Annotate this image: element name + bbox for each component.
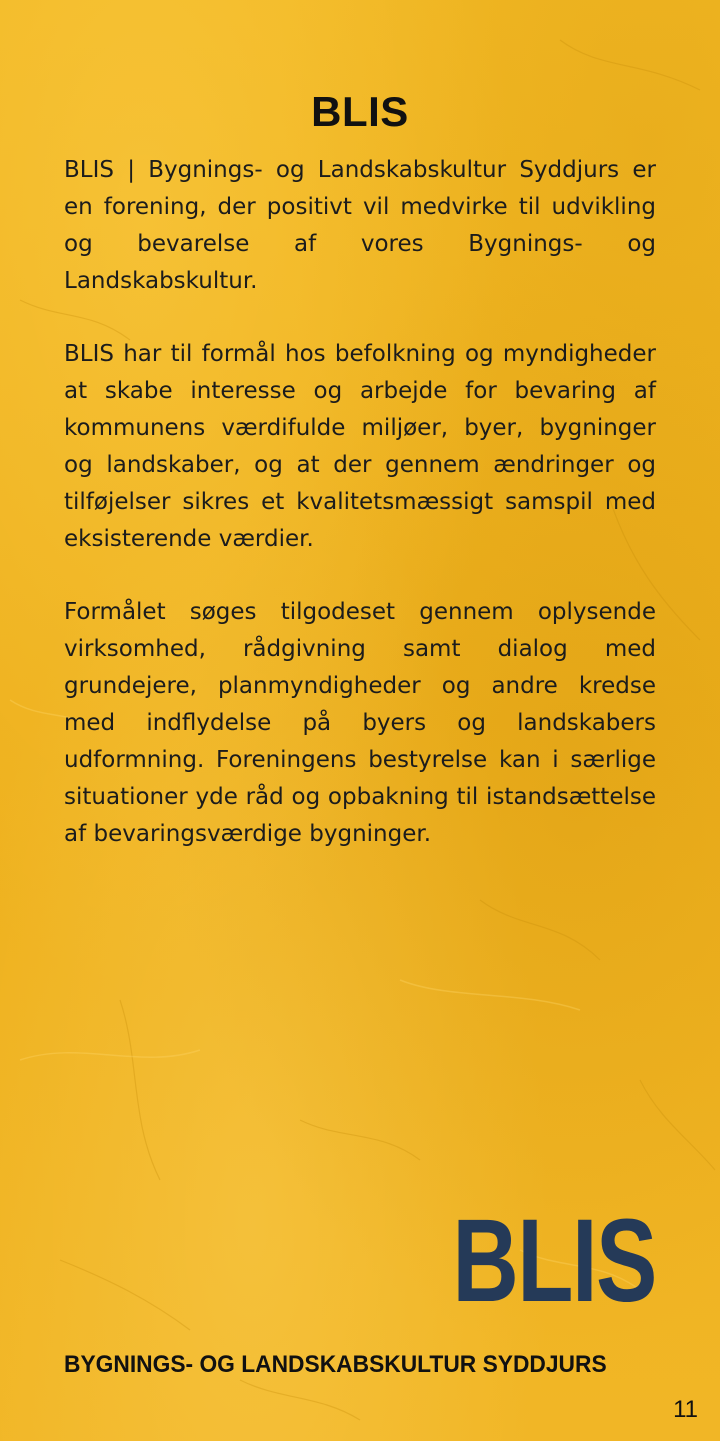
- body-text: [64, 152, 656, 889]
- paragraph-activities: Formålet søges tilgodeset gennem oplysende virksomhed, rådgivning samt dialog med grundejere, planmyndigheder og andre kredse med indflydelse på byers og landskabers udformning. Foreningens bestyrelse kan i særlige situationer yde råd og opbakning til istandsættelse af bevaringsværdige bygninger.: [64, 599, 656, 847]
- paragraph-intro: BLIS | Bygnings- og Landskabskultur Syddjurs er en forening, der positivt vil medvirke til udvikling og bevarelse af vores Bygnings- og Landskabskultur.: [64, 157, 656, 294]
- organization-tagline: BYGNINGS- OG LANDSKABSKULTUR SYDDJURS: [64, 1351, 607, 1378]
- page-title: BLIS: [311, 88, 409, 136]
- page-number: 11: [673, 1396, 698, 1423]
- paragraph-purpose: BLIS har til formål hos befolkning og myndigheder at skabe interesse og arbejde for bevaring af kommunens værdifulde miljøer, byer, bygninger og landskaber, og at der gennem ændringer og tilføjelser sikres et kvalitetsmæssigt samspil med eksisterende værdier.: [64, 341, 656, 552]
- blis-logo: BLIS: [452, 1195, 656, 1327]
